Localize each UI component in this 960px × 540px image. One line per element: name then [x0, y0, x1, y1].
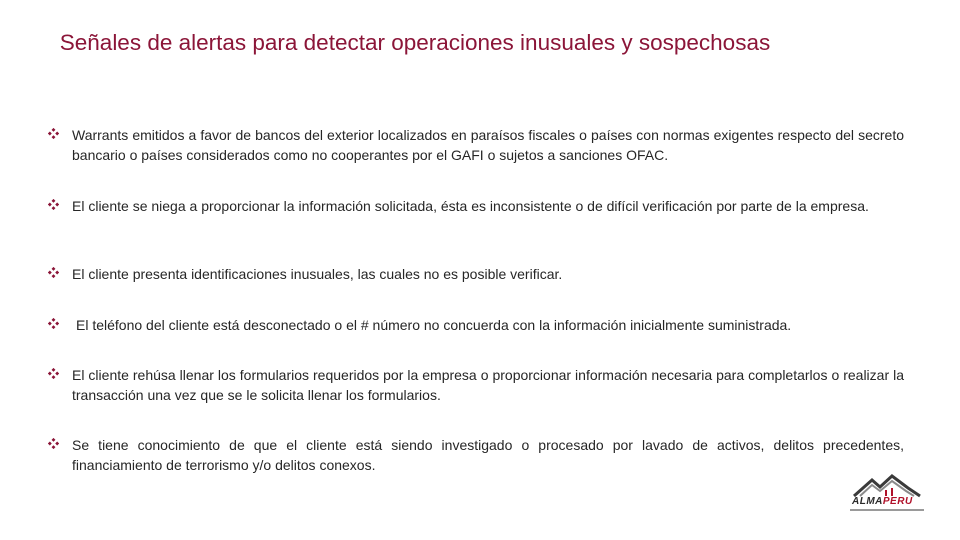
logo-underline [850, 509, 924, 511]
bullet-item [48, 365, 904, 405]
bullet-text: Se tiene conocimiento de que el cliente está siendo investigado o procesado por lavado de activos, delitos precedentes, financiamiento de terrorismo y/o delitos conexos. [72, 437, 904, 473]
diamond-bullet-icon [48, 318, 59, 329]
bullet-item [48, 196, 904, 216]
diamond-bullet-icon [48, 368, 59, 379]
bullet-text: Warrants emitidos a favor de bancos del exterior localizados en paraísos fiscales o países con normas exigentes respecto del secreto bancario o países considerados como no cooperantes por el GAFI o sujetos a sanciones OFAC. [72, 127, 904, 163]
logo-wordmark [852, 496, 913, 507]
logo-text-alma: ALMA [852, 496, 883, 507]
bullet-text: El cliente presenta identificaciones inusuales, las cuales no es posible verificar. [72, 266, 563, 282]
bullet-text: El cliente rehúsa llenar los formularios requeridos por la empresa o proporcionar información necesaria para completarlos o realizar la transacción una vez que se le solicita llenar los formularios. [72, 367, 904, 403]
logo-text-peru: PERU [882, 496, 913, 507]
diamond-bullet-icon [48, 267, 59, 278]
slide-title: Señales de alertas para detectar operaciones inusuales y sospechosas [59, 30, 771, 55]
bullet-item [48, 435, 904, 475]
bullet-text: El cliente se niega a proporcionar la información solicitada, ésta es inconsistente o de difícil verificación por parte de la empresa. [72, 198, 869, 214]
diamond-bullet-icon [48, 128, 59, 139]
diamond-bullet-icon [48, 199, 59, 210]
bullet-item [48, 264, 904, 284]
bullet-text: El teléfono del cliente está desconectado o el # número no concuerda con la información inicialmente suministrada. [76, 317, 792, 333]
bullet-item [48, 315, 904, 335]
almaperu-logo [846, 470, 928, 516]
bullet-item [48, 125, 904, 165]
diamond-bullet-icon [48, 438, 59, 449]
